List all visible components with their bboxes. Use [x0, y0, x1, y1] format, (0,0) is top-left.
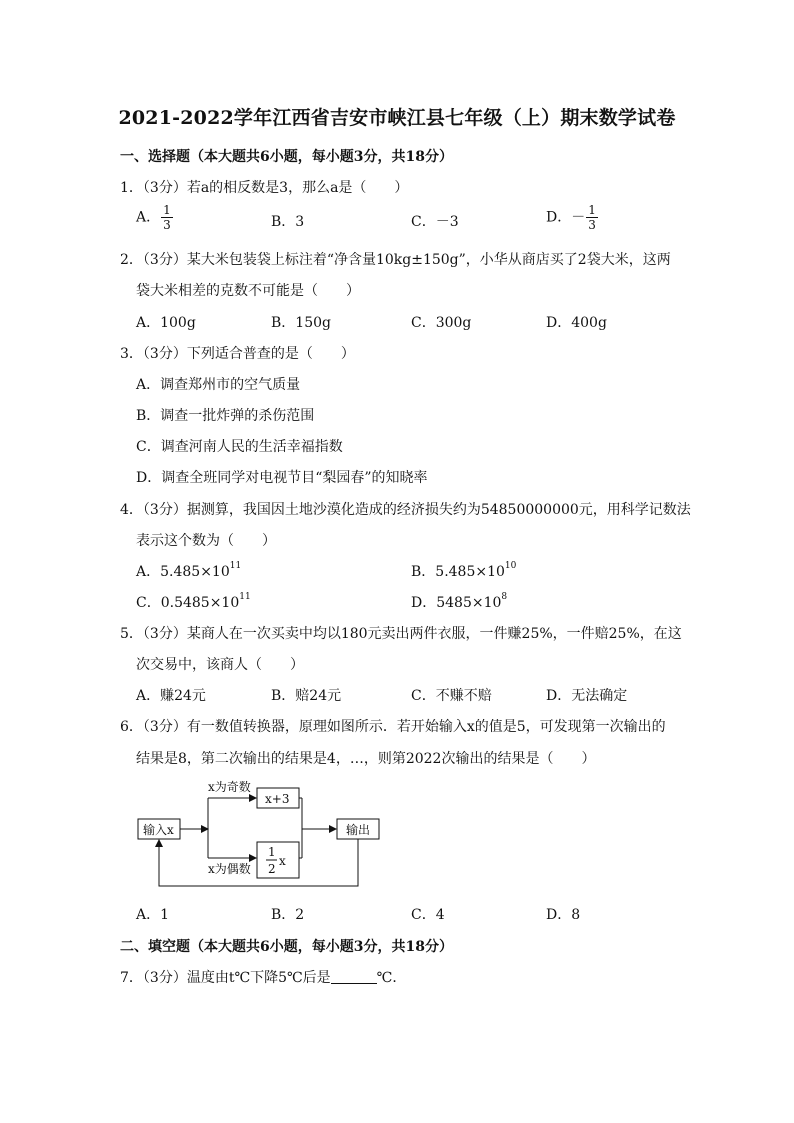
even-operation-box	[257, 842, 299, 878]
question-3-option-d: D．调查全班同学对电视节目“梨园春”的知晓率	[136, 470, 428, 486]
question-5-option-b: B．赔24元	[271, 688, 342, 704]
question-1-stem: 1．（3分）若a的相反数是3，那么a是（ ）	[120, 180, 409, 196]
question-1-option-b: B．3	[271, 214, 305, 230]
question-3-stem: 3．（3分）下列适合普查的是（ ）	[120, 346, 355, 362]
question-6-line-1: 6．（3分）有一数值转换器，原理如图所示．若开始输入x的值是5，可发现第一次输出的	[120, 719, 666, 735]
question-3-option-c: C．调查河南人民的生活幸福指数	[136, 439, 343, 455]
question-6-option-c: C．4	[411, 907, 445, 923]
odd-branch-label: x为奇数	[208, 780, 251, 794]
answer-blank	[331, 969, 377, 984]
question-5-line-1: 5．（3分）某商人在一次买卖中均以180元卖出两件衣服，一件赚25%，一件赔25%，在这	[120, 626, 682, 642]
question-4-line-2: 表示这个数为（ ）	[136, 533, 276, 549]
question-2-option-c: C．300g	[411, 315, 472, 331]
section-heading-choice: 一、选择题（本大题共6小题，每小题3分，共18分）	[120, 149, 453, 165]
question-2-option-a: A．100g	[136, 315, 196, 331]
question-1-option-a: A． $\frac{1}{3}$	[136, 203, 171, 232]
fraction: $\frac{1}{3}$	[588, 203, 596, 232]
question-4-option-c: C．$0.5485\times 10^{11}$	[136, 592, 251, 611]
even-operation-numerator: 1	[268, 845, 276, 859]
question-5-option-c: C．不赚不赔	[411, 688, 492, 704]
question-4-line-1: 4．（3分）据测算，我国因土地沙漠化造成的经济损失约为54850000000元，用科学记数法	[120, 502, 691, 518]
question-2-option-b: B．150g	[271, 315, 331, 331]
number-converter-diagram	[130, 776, 390, 890]
even-branch-label: x为偶数	[208, 862, 251, 876]
input-label: 输入x	[143, 823, 174, 837]
odd-operation-label: x+3	[265, 792, 290, 806]
even-operation-variable: x	[279, 854, 286, 868]
question-3-option-a: A．调查郑州市的空气质量	[136, 377, 301, 393]
question-5-option-a: A．赚24元	[136, 688, 206, 704]
even-operation-denominator: 2	[268, 862, 276, 876]
question-6-line-2: 结果是8，第二次输出的结果是4，…，则第2022次输出的结果是（ ）	[136, 751, 596, 767]
question-1-option-c: C．－3	[411, 214, 459, 230]
question-5-option-d: D．无法确定	[546, 688, 628, 704]
question-2-option-d: D．400g	[546, 315, 607, 331]
question-1-option-d: D．－ $\frac{1}{3}$	[546, 203, 596, 232]
fraction: $\frac{1}{3}$	[163, 203, 171, 232]
question-3-option-b: B．调查一批炸弹的杀伤范围	[136, 408, 315, 424]
question-6-option-b: B．2	[271, 907, 305, 923]
question-4-option-d: D．$5485\times 10^8$	[411, 592, 508, 611]
question-6-option-d: D．8	[546, 907, 581, 923]
question-5-line-2: 次交易中，该商人（ ）	[136, 657, 304, 673]
output-label: 输出	[346, 823, 371, 837]
question-7: 7．（3分）温度由t℃下降5℃后是 ℃．	[120, 970, 407, 986]
question-4-option-b: B．$5.485\times 10^{10}$	[411, 561, 517, 580]
question-6-option-a: A．1	[136, 907, 170, 923]
exam-title: 2021-2022学年江西省吉安市峡江县七年级（上）期末数学试卷	[118, 107, 676, 129]
question-4-option-a: A．$5.485\times 10^{11}$	[136, 561, 242, 580]
question-2-line-2: 袋大米相差的克数不可能是（ ）	[136, 283, 360, 299]
question-2-line-1: 2．（3分）某大米包装袋上标注着“净含量10kg±150g”，小华从商店买了2袋大米，这两	[120, 252, 671, 268]
section-heading-fill-in: 二、填空题（本大题共6小题，每小题3分，共18分）	[120, 939, 453, 955]
